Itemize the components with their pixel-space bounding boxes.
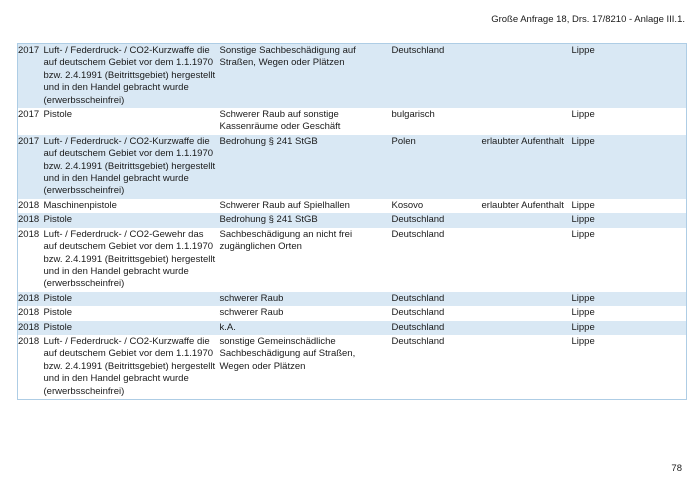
cell-nationality: Deutschland — [391, 321, 445, 333]
table-row — [18, 292, 687, 306]
cell-district: Lippe — [571, 335, 595, 347]
cell-residence-status — [482, 213, 572, 227]
cell-offense: Sonstige Sachbeschädigung auf Straßen, Wegen oder Plätzen — [219, 45, 356, 69]
cell-residence-status — [482, 335, 572, 400]
table-body — [18, 44, 687, 400]
cell-residence-status: erlaubter Aufenthalt — [481, 199, 564, 211]
cell-district: Lippe — [571, 214, 595, 226]
cell-district: Lippe — [571, 292, 595, 304]
cell-weapon-type: Pistole — [43, 307, 73, 319]
cell-weapon-type: Pistole — [43, 321, 73, 333]
cell-weapon-type: Luft- / Federdruck- / CO2-Kurzwaffe die auf deutschem Gebiet vor dem 1.1.1970 bzw. 2.4.1991 (Beitrittsgebiet) hergestellt und in den Handel gebracht wurde (erwerbsscheinfrei) — [43, 135, 216, 197]
cell-district: Lippe — [571, 109, 595, 121]
cell-residence-status — [482, 292, 572, 306]
table-row — [18, 321, 687, 335]
cell-offense: sonstige Gemeinschädliche Sachbeschädigung auf Straßen, Wegen oder Plätzen — [219, 335, 356, 372]
cell-weapon-type: Luft- / Federdruck- / CO2-Kurzwaffe die auf deutschem Gebiet vor dem 1.1.1970 bzw. 2.4.1991 (Beitrittsgebiet) hergestellt und in den Handel gebracht wurde (erwerbsscheinfrei) — [43, 45, 216, 106]
table-row — [18, 213, 687, 227]
cell-nationality: Deutschland — [391, 214, 445, 226]
table-row — [18, 228, 687, 292]
cell-residence-status — [482, 44, 572, 109]
cell-weapon-type: Luft- / Federdruck- / CO2-Gewehr das auf deutschem Gebiet vor dem 1.1.1970 bzw. 2.4.1991 (Beitrittsgebiet) hergestellt und in den Handel gebracht wurde (erwerbsscheinfrei) — [43, 228, 216, 290]
cell-district: Lippe — [571, 321, 595, 333]
cell-year: 2018 — [18, 199, 40, 211]
cell-district: Lippe — [571, 45, 595, 56]
cell-residence-status: erlaubter Aufenthalt — [481, 135, 564, 147]
table-row — [18, 135, 687, 199]
cell-weapon-type: Maschinenpistole — [43, 199, 117, 211]
cell-year: 2018 — [18, 321, 40, 333]
cell-nationality: bulgarisch — [391, 109, 435, 121]
cell-nationality: Deutschland — [391, 335, 445, 347]
cell-offense: Bedrohung § 241 StGB — [219, 214, 318, 226]
cell-district: Lippe — [571, 307, 595, 319]
cell-district: Lippe — [571, 199, 595, 211]
cell-offense: Schwerer Raub auf sonstige Kassenräume oder Geschäft — [219, 109, 341, 133]
cell-year: 2018 — [18, 214, 40, 226]
cell-weapon-type: Luft- / Federdruck- / CO2-Kurzwaffe die auf deutschem Gebiet vor dem 1.1.1970 bzw. 2.4.1991 (Beitrittsgebiet) hergestellt und in den Handel gebracht wurde (erwerbsscheinfrei) — [43, 335, 216, 397]
cell-year: 2018 — [18, 292, 40, 304]
cell-weapon-type: Pistole — [43, 214, 73, 226]
cell-weapon-type: Pistole — [43, 292, 73, 304]
cell-weapon-type: Pistole — [43, 109, 73, 121]
cell-nationality: Kosovo — [391, 199, 424, 211]
cell-nationality: Deutschland — [391, 292, 445, 304]
cell-residence-status — [482, 228, 572, 292]
cell-year: 2018 — [18, 228, 40, 240]
cell-year: 2017 — [18, 45, 40, 56]
weapons-offenses-table — [17, 43, 687, 400]
table-row — [18, 44, 687, 109]
page-number: 78 — [671, 463, 682, 474]
cell-year: 2017 — [18, 135, 40, 147]
cell-offense: schwerer Raub — [219, 307, 284, 319]
cell-offense: Bedrohung § 241 StGB — [219, 135, 318, 147]
cell-nationality: Deutschland — [391, 45, 445, 56]
cell-district: Lippe — [571, 135, 595, 147]
table-row — [18, 199, 687, 213]
document-header: Große Anfrage 18, Drs. 17/8210 - Anlage III.1. — [491, 14, 685, 25]
cell-year: 2018 — [18, 335, 40, 347]
cell-offense: schwerer Raub — [219, 292, 284, 304]
table-row — [18, 108, 687, 135]
cell-residence-status — [482, 321, 572, 335]
cell-nationality: Polen — [391, 135, 416, 147]
cell-offense: k.A. — [219, 321, 236, 333]
cell-residence-status — [482, 108, 572, 135]
cell-district: Lippe — [571, 228, 595, 240]
table-row — [18, 306, 687, 320]
cell-year: 2017 — [18, 109, 40, 121]
cell-nationality: Deutschland — [391, 228, 445, 240]
cell-year: 2018 — [18, 307, 40, 319]
cell-offense: Sachbeschädigung an nicht frei zugänglichen Orten — [219, 228, 353, 253]
cell-offense: Schwerer Raub auf Spielhallen — [219, 199, 350, 211]
table-row — [18, 335, 687, 400]
cell-residence-status — [482, 306, 572, 320]
cell-nationality: Deutschland — [391, 307, 445, 319]
